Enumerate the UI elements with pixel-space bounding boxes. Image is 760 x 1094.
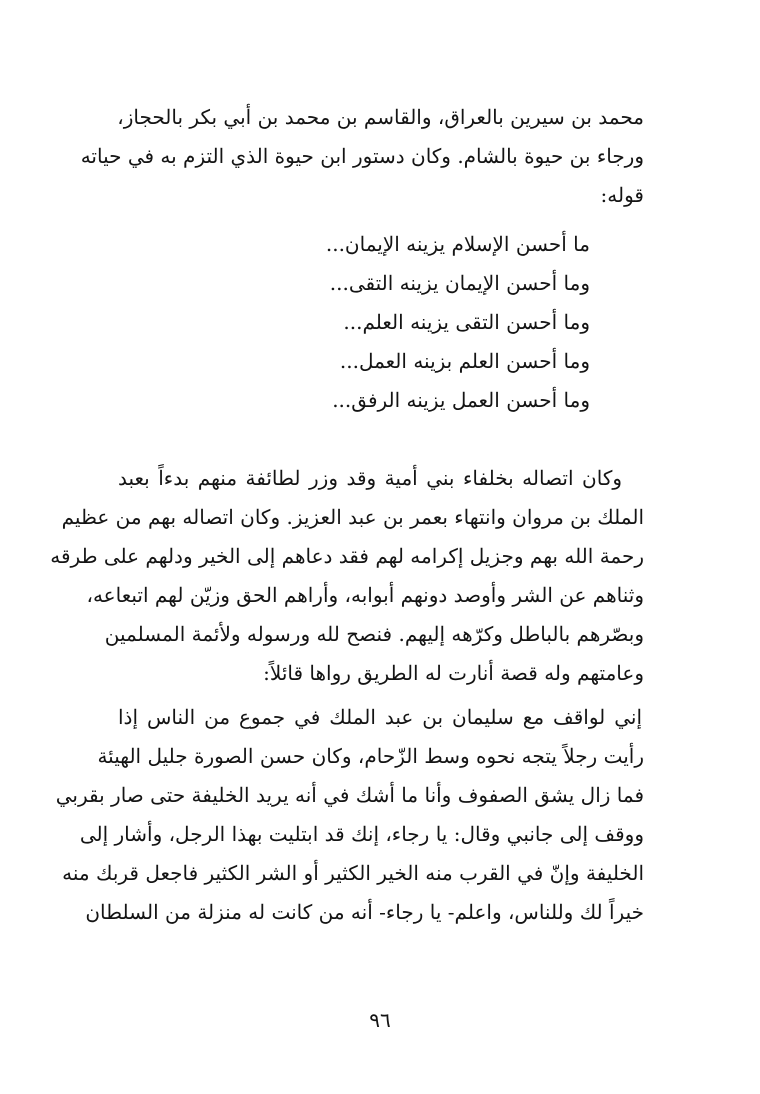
text-line: وكان اتصاله بخلفاء بني أمية وقد وزر لطائفة منهم بدءاً بعبد xyxy=(118,466,622,490)
verse-line: وما أحسن التقى يزينه العلم... xyxy=(343,310,590,334)
text-line: قوله: xyxy=(600,183,644,207)
paragraph-3 xyxy=(55,698,644,932)
verse-list xyxy=(300,225,590,420)
text-line: ورجاء بن حيوة بالشام. وكان دستور ابن حيوة الذي التزم به في حياته xyxy=(80,144,644,168)
text-line: محمد بن سيرين بالعراق، والقاسم بن محمد بن أبي بكر بالحجاز، xyxy=(117,105,644,129)
paragraph-2 xyxy=(50,459,644,693)
text-line: خيراً لك وللناس، واعلم- يا رجاء- أنه من كانت له منزلة من السلطان xyxy=(85,900,644,924)
text-line: ووقف إلى جانبي وقال: يا رجاء، إنك قد ابتليت بهذا الرجل، وأشار إلى xyxy=(79,822,644,846)
text-line: الخليفة وإنّ في القرب منه الخير الكثير أو الشر الكثير فاجعل قربك منه xyxy=(62,861,644,885)
verse-line: وما أحسن العمل يزينه الرفق... xyxy=(332,388,590,412)
verse-line: وما أحسن العلم بزينه العمل... xyxy=(339,349,590,373)
text-line: وثناهم عن الشر وأوصد دونهم أبوابه، وأراهم الحق وزيّن لهم اتبعاعه، xyxy=(86,583,644,607)
page-number: ٩٦ xyxy=(369,1008,391,1032)
text-line: إني لواقف مع سليمان بن عبد الملك في جموع من الناس إذا xyxy=(118,705,642,729)
text-line: فما زال يشق الصفوف وأنا ما أشك في أنه يريد الخليفة حتى صار بقربي xyxy=(55,783,644,807)
text-line: وبصّرهم بالباطل وكرّهه إليهم. فنصح لله ورسوله ولأئمة المسلمين xyxy=(104,622,644,646)
text-line: الملك بن مروان وانتهاء بعمر بن عبد العزيز. وكان اتصاله بهم من عظيم xyxy=(61,505,644,529)
text-line: رحمة الله بهم وجزيل إكرامه لهم فقد دعاهم إلى الخير ودلهم على طرقه xyxy=(50,544,644,568)
verse-line: ما أحسن الإسلام يزينه الإيمان... xyxy=(325,232,590,256)
text-line: رأيت رجلاً يتجه نحوه وسط الزّحام، وكان حسن الصورة جليل الهيئة xyxy=(97,744,644,768)
verse-line: وما أحسن الإيمان يزينه التقى... xyxy=(329,271,590,295)
text-line: وعامتهم وله قصة أنارت له الطريق رواها قائلاً: xyxy=(263,661,644,685)
paragraph-1 xyxy=(80,98,644,215)
